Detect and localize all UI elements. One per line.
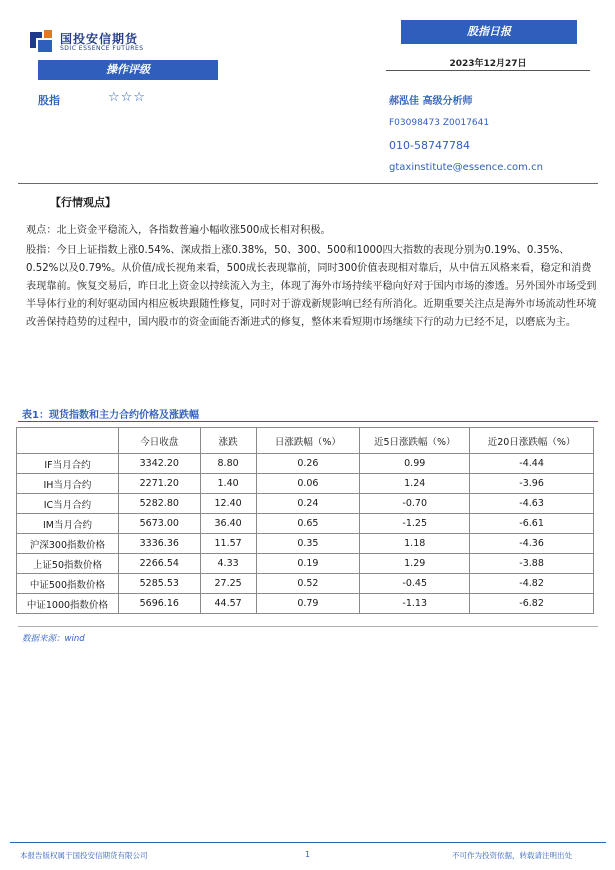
table-cell: 1.24 [360,474,470,494]
table-header-cell: 今日收盘 [118,428,200,454]
footer-disclaimer: 不可作为投资依据，转载请注明出处 [452,851,572,860]
table-cell: -0.70 [360,494,470,514]
price-table [16,427,594,614]
section-title-market-view: 【行情观点】 [50,196,116,209]
table-cell: 2266.54 [118,554,200,574]
table-cell: 2271.20 [118,474,200,494]
table-row [17,514,594,534]
table-header-cell: 涨跌 [200,428,256,454]
rating-stars-icon: ☆☆☆ [108,90,146,105]
caption-divider [18,421,598,422]
table-cell: 3342.20 [118,454,200,474]
table-cell: IC当月合约 [17,494,119,514]
table-cell: -4.44 [470,454,594,474]
table-cell: 4.33 [200,554,256,574]
report-type-banner: 股指日报 [401,20,577,44]
table-cell: 沪深300指数价格 [17,534,119,554]
table-cell: 0.99 [360,454,470,474]
table-row [17,574,594,594]
table-cell: -6.61 [470,514,594,534]
table-cell: 1.40 [200,474,256,494]
table-cell: 0.35 [256,534,360,554]
table-cell: 11.57 [200,534,256,554]
table-cell: -4.82 [470,574,594,594]
table-cell: 0.19 [256,554,360,574]
table-cell: 3336.36 [118,534,200,554]
date-divider [386,70,590,71]
table-cell: 36.40 [200,514,256,534]
table-cell: 27.25 [200,574,256,594]
table-header-cell: 近5日涨跌幅（%） [360,428,470,454]
view-paragraph: 观点：北上资金平稳流入，各指数普遍小幅收涨500成长相对积极。 [26,225,331,236]
table-cell: -4.36 [470,534,594,554]
table-header-cell: 日涨跌幅（%） [256,428,360,454]
table-row [17,594,594,614]
data-source: 数据来源：wind [22,634,85,644]
table-cell: 5673.00 [118,514,200,534]
logo-mark-icon [28,28,54,54]
table-cell: -6.82 [470,594,594,614]
table-cell: 0.52 [256,574,360,594]
table-cell: 0.06 [256,474,360,494]
table-row [17,454,594,474]
rating-title-banner: 操作评级 [38,60,218,80]
analyst-name: 郝泓佳 高级分析师 [389,96,473,107]
company-logo [28,28,178,58]
table-cell: IH当月合约 [17,474,119,494]
table-cell: 1.29 [360,554,470,574]
page-number: 1 [305,850,311,859]
table-cell: 5696.16 [118,594,200,614]
table-row [17,474,594,494]
index-paragraph: 股指：今日上证指数上涨0.54%、深成指上涨0.38%，50、300、500和1000四大指数的表现分别为0.19%、0.35%、0.52%以及0.79%。从价值/成长视角来看，500成长表现靠前，同时300价值表现相对靠后，从中信五风格来看，稳定和消费表现靠前。恢复交易后，昨日北上资金以持续流入为主，体现了海外市场持续平稳向好对于国内市场的渗透。另外国外市场受到半导体行业的利好驱动国内相应板块跟随性修复，同时对于游戏新规影响已经有所消化。近期重要关注点是海外市场流动性环境改善保持趋势的过程中，国内股市的资金面能否渐进式的修复，整体来看短期市场继续下行的动力已经不足，以磨底为主。 [26,245,597,328]
table-cell: 0.26 [256,454,360,474]
table-cell: -1.25 [360,514,470,534]
table-header-cell: 近20日涨跌幅（%） [470,428,594,454]
footer-copyright: 本报告版权属于国投安信期货有限公司 [20,851,148,860]
header-divider [18,183,598,184]
table-cell: 中证500指数价格 [17,574,119,594]
analyst-phone: 010-58747784 [389,139,470,152]
table-row [17,534,594,554]
table-cell: 上证50指数价格 [17,554,119,574]
analyst-certificates: F03098473 Z0017641 [389,118,490,128]
table-cell: 12.40 [200,494,256,514]
table-cell: 0.24 [256,494,360,514]
table-row [17,554,594,574]
report-date: 2023年12月27日 [449,59,527,69]
table-cell: IF当月合约 [17,454,119,474]
table-cell: 1.18 [360,534,470,554]
table-cell: 44.57 [200,594,256,614]
table-cell: -4.63 [470,494,594,514]
table-cell: 5282.80 [118,494,200,514]
table-caption: 表1：现货指数和主力合约价格及涨跌幅 [22,410,199,421]
footer-divider [10,842,606,843]
analyst-email[interactable]: gtaxinstitute@essence.com.cn [389,162,543,173]
table-cell: 中证1000指数价格 [17,594,119,614]
logo-name-cn: 国投安信期货 [60,32,139,46]
table-header-row [17,428,594,454]
rating-label: 股指 [38,94,60,107]
table-cell: 0.65 [256,514,360,534]
table-cell: 8.80 [200,454,256,474]
table-cell: 0.79 [256,594,360,614]
table-header-cell [17,428,119,454]
table-row [17,494,594,514]
table-cell: -1.13 [360,594,470,614]
table-cell: -3.96 [470,474,594,494]
table-cell: 5285.53 [118,574,200,594]
logo-name-en: SDIC ESSENCE FUTURES [60,45,144,52]
table-cell: -3.88 [470,554,594,574]
table-cell: -0.45 [360,574,470,594]
table-cell: IM当月合约 [17,514,119,534]
source-divider [18,626,598,627]
